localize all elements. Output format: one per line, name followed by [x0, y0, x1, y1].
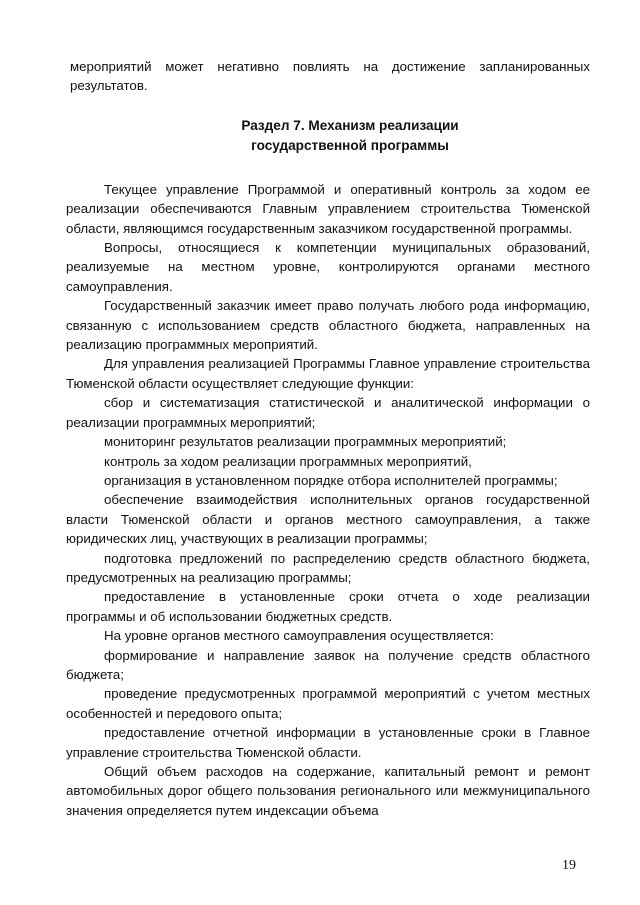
section-heading-line-2: государственной программы: [251, 137, 449, 153]
page-number: 19: [562, 858, 576, 873]
list-item-applications: формирование и направление заявок на получение средств областного бюджета;: [66, 647, 590, 682]
list-item-contractor-selection: организация в установленном порядке отбора исполнителей программы;: [104, 472, 558, 488]
paragraph-local-level-intro: На уровне органов местного самоуправления осуществляется:: [104, 628, 494, 644]
list-item-data-collection: сбор и систематизация статистической и аналитической информации о реализации программных мероприятий;: [66, 395, 590, 430]
list-item-coordination: обеспечение взаимодействия исполнительных органов государственной власти Тюменской области и органов местного самоуправления, а также юридических лиц, участвующих в реализации программы;: [66, 492, 590, 547]
list-item-monitoring: мониторинг результатов реализации программных мероприятий;: [104, 434, 507, 450]
list-item-report-submission: предоставление отчетной информации в установленные сроки в Главное управление строительства Тюменской области.: [66, 725, 590, 760]
list-item-measures: проведение предусмотренных программой мероприятий с учетом местных особенностей и передового опыта;: [66, 686, 590, 721]
paragraph-functions-intro: Для управления реализацией Программы Главное управление строительства Тюменской области осуществляет следующие функции:: [66, 356, 590, 391]
text-column: [66, 57, 590, 820]
list-item-fund-proposals: подготовка предложений по распределению средств областного бюджета, предусмотренных на реализацию программы;: [66, 550, 590, 585]
paragraph-customer-rights: Государственный заказчик имеет право получать любого рода информацию, связанную с использованием средств областного бюджета, направленных на реализацию программных мероприятий.: [66, 298, 590, 353]
section-heading: [66, 116, 590, 156]
intro-paragraph: мероприятий может негативно повлиять на достижение запланированных результатов.: [70, 59, 590, 94]
list-item-reporting: предоставление в установленные сроки отчета о ходе реализации программы и об использовании бюджетных средств.: [66, 589, 590, 624]
paragraph-municipal-issues: Вопросы, относящиеся к компетенции муниципальных образований, реализуемые на местном уровне, контролируются органами местного самоуправления.: [66, 240, 590, 294]
section-heading-line-1: Раздел 7. Механизм реализации: [241, 117, 459, 133]
paragraph-total-expenses: Общий объем расходов на содержание, капитальный ремонт и ремонт автомобильных дорог общего пользования регионального или межмуниципального значения определяется путем индексации объема: [66, 764, 590, 818]
list-item-control: контроль за ходом реализации программных мероприятий,: [104, 453, 472, 469]
paragraph-current-management: Текущее управление Программой и оперативный контроль за ходом ее реализации обеспечиваются Главным управлением строительства Тюменской области, являющимся государственным заказчиком государственной программы.: [66, 181, 590, 236]
